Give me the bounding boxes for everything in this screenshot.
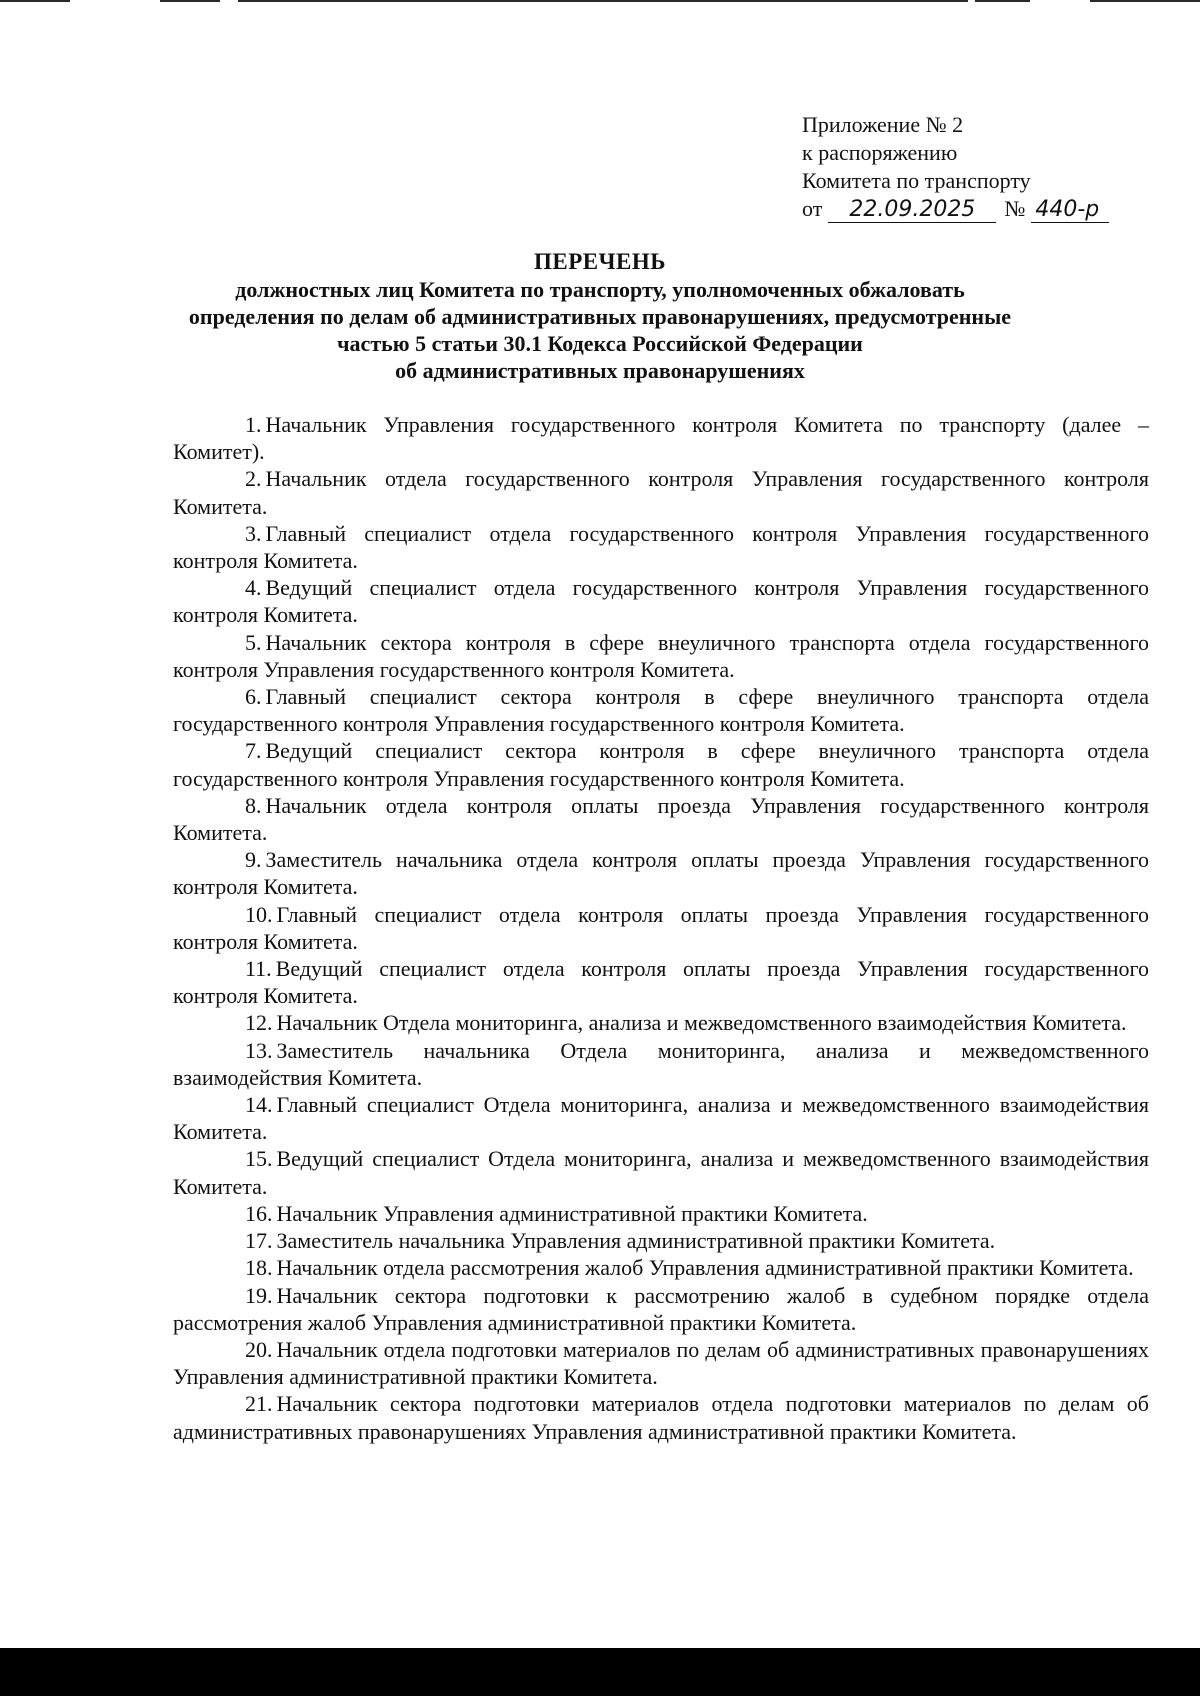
item-text: Начальник Отдела мониторинга, анализа и межведомственного взаимодействия Комитета. (276, 1010, 1127, 1036)
scan-edge-segment (160, 0, 220, 2)
item-number: 12. (245, 1010, 273, 1036)
item-number: 17. (245, 1228, 273, 1254)
item-text: Главный специалист отдела контроля оплаты проезда Управления государственного контроля Комитета. (173, 901, 1149, 954)
item-number: 21. (245, 1391, 273, 1417)
handwritten-date: 22.09.2025 (828, 198, 996, 223)
item-text: Заместитель начальника Управления административной практики Комитета. (276, 1228, 996, 1254)
officials-list (173, 411, 1149, 1445)
item-number: 10. (245, 901, 273, 927)
item-text: Главный специалист сектора контроля в сфере внеуличного транспорта отдела государственного контроля Управления государственного контроля Комитета. (173, 684, 1149, 737)
item-text: Ведущий специалист отдела государственного контроля Управления государственного контроля Комитета. (173, 575, 1149, 628)
item-number: 9. (245, 847, 262, 873)
item-text: Начальник сектора контроля в сфере внеуличного транспорта отдела государственного контроля Управления государственного контроля Комитета. (173, 629, 1149, 682)
document-title: ПЕРЕЧЕНЬ (534, 249, 666, 274)
item-text: Ведущий специалист отдела контроля оплаты проезда Управления государственного контроля Комитета. (173, 956, 1149, 1009)
item-text: Начальник сектора подготовки к рассмотрению жалоб в судебном порядке отдела рассмотрения жалоб Управления административной практики Комитета. (173, 1282, 1149, 1335)
appendix-order-line: к распоряжению (802, 140, 958, 165)
item-text: Начальник отдела рассмотрения жалоб Управления административной практики Комитета. (276, 1255, 1134, 1281)
scan-edge-segment (975, 0, 1030, 2)
heading-line: должностных лиц Комитета по транспорту, уполномоченных обжаловать (235, 277, 965, 302)
item-text: Заместитель начальника отдела контроля оплаты проезда Управления государственного контроля Комитета. (173, 847, 1149, 900)
item-number: 11. (245, 956, 272, 982)
item-text: Ведущий специалист сектора контроля в сфере внеуличного транспорта отдела государственного контроля Управления государственного контроля Комитета. (173, 738, 1149, 791)
list-item (173, 901, 1149, 955)
list-item (173, 1037, 1149, 1091)
handwritten-number: 440-р (1031, 198, 1109, 223)
item-number: 2. (245, 466, 262, 492)
item-number: 5. (245, 629, 262, 655)
list-item (173, 955, 1149, 1009)
item-text: Главный специалист Отдела мониторинга, анализа и межведомственного взаимодействия Комитета. (173, 1092, 1149, 1145)
item-number: 3. (245, 520, 262, 546)
list-item (173, 1200, 1149, 1227)
item-text: Начальник Управления государственного контроля Комитета по транспорту (далее – Комитет). (173, 412, 1149, 465)
document-heading (170, 248, 1030, 384)
item-number: 7. (245, 738, 262, 764)
item-number: 18. (245, 1255, 273, 1281)
item-number: 8. (245, 792, 262, 818)
appendix-block (802, 111, 1109, 223)
list-item (173, 1336, 1149, 1390)
item-text: Заместитель начальника Отдела мониторинга, анализа и межведомственного взаимодействия Комитета. (173, 1037, 1149, 1090)
list-item (173, 411, 1149, 465)
scan-top-edge (0, 0, 1200, 3)
heading-line: частью 5 статьи 30.1 Кодекса Российской Федерации (337, 331, 863, 356)
list-item (173, 1254, 1149, 1281)
list-item (173, 1282, 1149, 1336)
appendix-committee-line: Комитета по транспорту (802, 168, 1031, 193)
list-item (173, 1227, 1149, 1254)
item-number: 1. (245, 412, 262, 437)
item-number: 6. (245, 684, 262, 710)
item-text: Начальник Управления административной практики Комитета. (276, 1200, 868, 1226)
list-item (173, 846, 1149, 900)
item-number: 14. (245, 1092, 273, 1118)
item-number: 13. (245, 1037, 273, 1063)
item-number: 19. (245, 1282, 273, 1308)
item-text: Начальник сектора подготовки материалов отдела подготовки материалов по делам об административных правонарушениях Управления административной практики Комитета. (173, 1391, 1149, 1444)
scan-bottom-border (0, 1648, 1200, 1696)
list-item (173, 1390, 1149, 1444)
item-text: Начальник отдела подготовки материалов по делам об административных правонарушениях Управления административной практики Комитета. (173, 1336, 1149, 1390)
list-item (173, 1009, 1149, 1036)
list-item (173, 520, 1149, 574)
heading-line: определения по делам об административных правонарушениях, предусмотренные (188, 304, 1012, 329)
item-number: 15. (245, 1146, 273, 1172)
date-label: от (802, 196, 823, 221)
list-item (173, 737, 1149, 791)
list-item (173, 1145, 1149, 1199)
scan-edge-segment (0, 0, 70, 2)
list-item (173, 1091, 1149, 1145)
list-item (173, 683, 1149, 737)
list-item (173, 792, 1149, 846)
item-text: Начальник отдела государственного контроля Управления государственного контроля Комитета. (173, 466, 1149, 519)
scan-edge-segment (238, 0, 968, 2)
item-number: 20. (245, 1336, 273, 1362)
appendix-number-line: Приложение № 2 (802, 112, 964, 137)
item-text: Начальник отдела контроля оплаты проезда Управления государственного контроля Комитета. (173, 792, 1149, 846)
heading-line: об административных правонарушениях (395, 358, 805, 383)
list-item (173, 574, 1149, 628)
list-item (173, 629, 1149, 683)
item-number: 16. (245, 1200, 273, 1226)
list-item (173, 465, 1149, 519)
number-label: № (1004, 196, 1026, 221)
item-text: Главный специалист отдела государственного контроля Управления государственного контроля Комитета. (173, 520, 1149, 574)
item-text: Ведущий специалист Отдела мониторинга, анализа и межведомственного взаимодействия Комитета. (173, 1146, 1149, 1199)
scan-edge-segment (1090, 0, 1200, 2)
appendix-date-number-row (802, 195, 1109, 223)
item-number: 4. (245, 575, 262, 601)
